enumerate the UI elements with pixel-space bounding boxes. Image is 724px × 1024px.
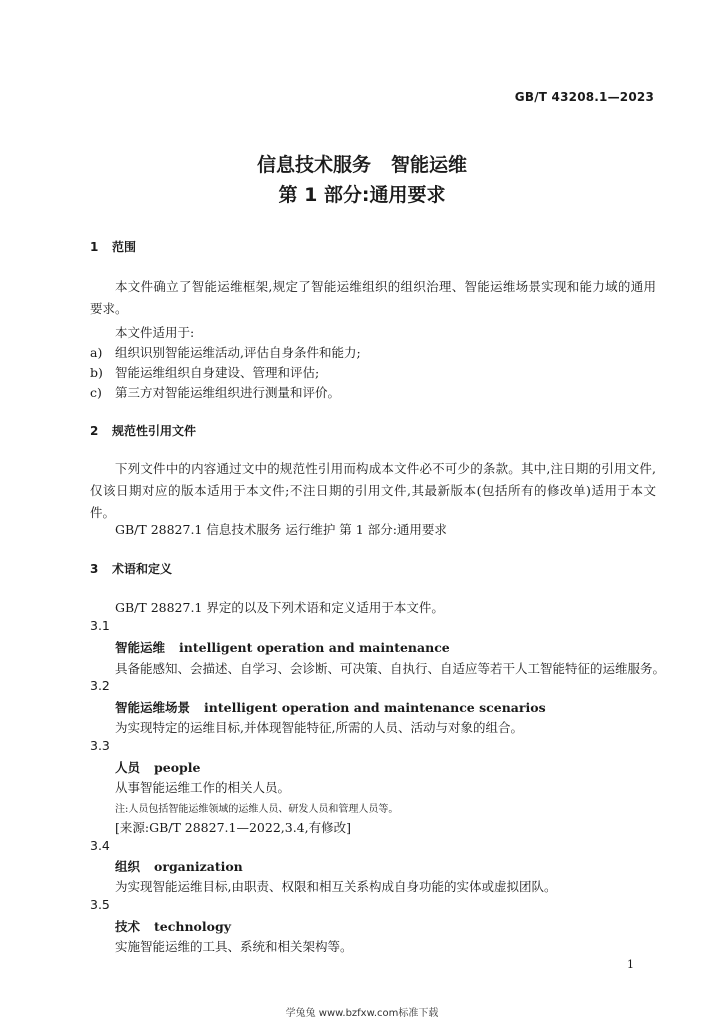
term-heading [115, 698, 546, 716]
term-zh: 人员 [115, 760, 141, 775]
paragraph: 本文件确立了智能运维框架,规定了智能运维组织的组织治理、智能运维场景实现和能力域的通用要求。 [90, 279, 656, 316]
term-en: people [154, 760, 201, 775]
section-title: 术语和定义 [112, 562, 173, 576]
reference-item: GB/T 28827.1 信息技术服务 运行维护 第 1 部分:通用要求 [115, 522, 447, 537]
document-title-line1 [0, 150, 724, 177]
paragraph: 本文件适用于: [115, 325, 195, 340]
term-heading [115, 638, 450, 656]
section-number: 2 [90, 424, 99, 438]
section-heading-scope [90, 238, 136, 255]
list-text: 智能运维组织自身建设、管理和评估; [115, 365, 320, 380]
term-heading [115, 857, 243, 875]
document-title-line2: 第 1 部分:通用要求 [278, 184, 446, 206]
section-heading-terms [90, 560, 172, 577]
paragraph: GB/T 28827.1 界定的以及下列术语和定义适用于本文件。 [115, 600, 444, 615]
list-label: c) [90, 385, 102, 400]
term-number: 3.2 [90, 678, 110, 693]
term-zh: 智能运维场景 [115, 700, 191, 715]
term-note: 注:人员包括智能运维领域的运维人员、研发人员和管理人员等。 [115, 804, 399, 815]
term-number: 3.3 [90, 738, 110, 753]
title-part2: 智能运维 [391, 154, 468, 176]
term-heading [115, 758, 201, 776]
term-source: [来源:GB/T 28827.1—2022,3.4,有修改] [115, 820, 351, 835]
term-zh: 组织 [115, 859, 141, 874]
term-definition: 具备能感知、会描述、自学习、会诊断、可决策、自执行、自适应等若干人工智能特征的运维服务。 [115, 661, 666, 676]
term-en: intelligent operation and maintenance [179, 640, 450, 655]
term-en: organization [154, 859, 243, 874]
section-number: 3 [90, 562, 99, 576]
term-definition: 从事智能运维工作的相关人员。 [115, 780, 291, 795]
section-number: 1 [90, 240, 99, 254]
list-label: a) [90, 345, 103, 360]
term-definition: 为实现特定的运维目标,并体现智能特征,所需的人员、活动与对象的组合。 [115, 720, 523, 735]
term-number: 3.4 [90, 838, 110, 853]
paragraph: 下列文件中的内容通过文中的规范性引用而构成本文件必不可少的条款。其中,注日期的引用文件,仅该日期对应的版本适用于本文件;不注日期的引用文件,其最新版本(包括所有的修改单)适用于本文件。 [90, 461, 656, 520]
list-text: 第三方对智能运维组织进行测量和评价。 [115, 385, 341, 400]
list-item [90, 363, 319, 381]
term-number: 3.1 [90, 618, 110, 633]
term-number: 3.5 [90, 897, 110, 912]
list-label: b) [90, 365, 103, 380]
list-text: 组织识别智能运维活动,评估自身条件和能力; [115, 345, 361, 360]
term-en: intelligent operation and maintenance scenarios [204, 700, 546, 715]
term-en: technology [154, 919, 231, 934]
term-definition: 为实现智能运维目标,由职责、权限和相互关系构成自身功能的实体或虚拟团队。 [115, 879, 557, 894]
list-item [90, 343, 361, 361]
page-number: 1 [627, 958, 634, 971]
footer-watermark: 学兔兔 www.bzfxw.com标准下载 [285, 1008, 439, 1019]
standard-code: GB/T 43208.1—2023 [514, 90, 654, 104]
section-heading-normative-references [90, 422, 196, 439]
term-heading [115, 917, 231, 935]
term-definition: 实施智能运维的工具、系统和相关架构等。 [115, 939, 353, 954]
title-part1: 信息技术服务 [256, 154, 371, 176]
list-item [90, 383, 340, 401]
term-zh: 技术 [115, 919, 141, 934]
term-zh: 智能运维 [115, 640, 166, 655]
section-title: 规范性引用文件 [112, 424, 197, 438]
section-title: 范围 [112, 240, 137, 254]
